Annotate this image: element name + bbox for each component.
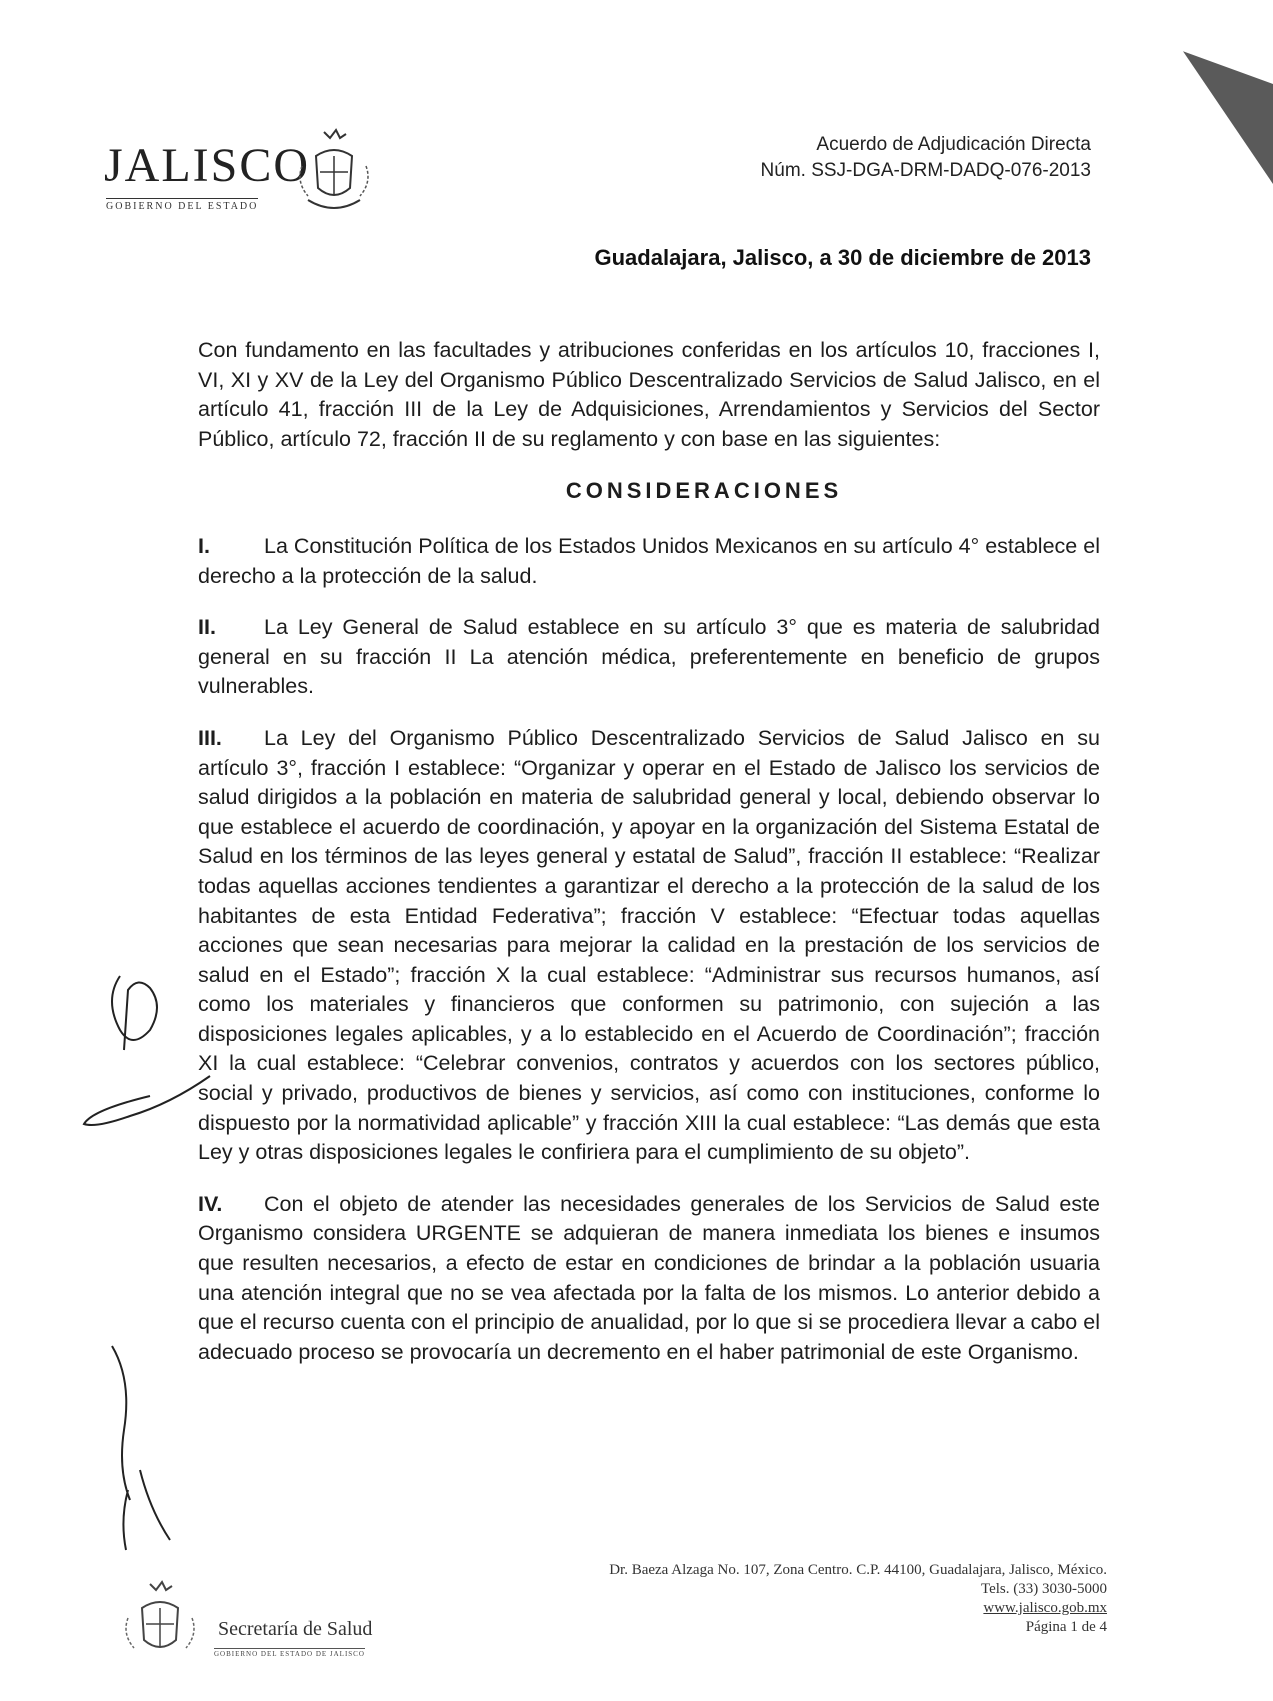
consideration-item [198, 1190, 1100, 1368]
footer-address: Dr. Baeza Alzaga No. 107, Zona Centro. C.P. 44100, Guadalajara, Jalisco, México. [609, 1562, 1107, 1578]
page-number: Página 1 de 4 [1025, 1619, 1107, 1635]
consideration-item [198, 613, 1100, 702]
item-text: La Ley General de Salud establece en su artículo 3° que es materia de salubridad general en su fracción II La atención médica, preferentemente en beneficio de grupos vulnerables. [198, 615, 1100, 699]
item-number: IV. [198, 1191, 223, 1216]
item-text: Con el objeto de atender las necesidades generales de los Servicios de Salud este Organismo considera URGENTE se adquieran de manera inmediata los bienes e insumos que resulten necesarios, a efecto de estar en condiciones de brindar a la población usuaria una atención integral que no se vea afectada por la falta de los mismos. Lo anterior debido a que el recurso cuenta con el principio de anualidad, por lo que si se procediera llevar a cabo el adecuado proceso se provocaría un decremento en el haber patrimonial de este Organismo. [198, 1191, 1100, 1364]
item-text: La Constitución Política de los Estados Unidos Mexicanos en su artículo 4° establece el derecho a la protección de la salud. [198, 533, 1100, 588]
document-number: Núm. SSJ-DGA-DRM-DADQ-076-2013 [760, 160, 1091, 181]
document-body [198, 336, 1100, 1389]
scan-corner-mark [1183, 51, 1273, 184]
secretaria-salud-logo [118, 1578, 398, 1668]
footer-website-link[interactable]: www.jalisco.gob.mx [983, 1600, 1107, 1616]
section-heading: CONSIDERACIONES [565, 478, 843, 504]
date-line: Guadalajara, Jalisco, a 30 de diciembre de 2013 [594, 245, 1091, 270]
state-seal-icon [294, 126, 374, 214]
footer-phone: Tels. (33) 3030-5000 [980, 1581, 1107, 1597]
footer-seal-icon [118, 1578, 202, 1668]
footer-org-name: Secretaría de Salud [218, 1618, 373, 1640]
consideration-item [198, 532, 1100, 591]
item-number: II. [198, 615, 216, 640]
document-type: Acuerdo de Adjudicación Directa [816, 134, 1091, 155]
item-number: I. [198, 533, 210, 558]
document-header [761, 132, 1091, 184]
item-text: La Ley del Organismo Público Descentralizado Servicios de Salud Jalisco en su artículo 3°, fracción I establece: “Organizar y operar en el Estado de Jalisco los servicios de salud dirigidos a la población en materia de salubridad general y local, debiendo observar lo que establece el acuerdo de coordinación, y apoyar en la organización del Sistema Estatal de Salud en los términos de las leyes general y estatal de Salud”, fracción II establece: “Realizar todas aquellas acciones tendientes a garantizar el derecho a la protección de la salud de los habitantes de esta Entidad Federativa”; fracción V establece: “Efectuar todas aquellas acciones que sean necesarias para mejorar la calidad en la prestación de los servicios de salud en el Estado”; fracción X la cual establece: “Administrar sus recursos humanos, así como los materiales y financieros que conformen su patrimonio, con sujeción a las disposiciones legales aplicables, y a lo establecido en el Acuerdo de Coordinación”; fracción XI la cual establece: “Celebrar convenios, contratos y acuerdos con los sectores público, social y privado, productivos de bienes y servicios, así como con instituciones, conforme lo dispuesto por la normatividad aplicable” y fracción XIII la cual establece: “Las demás que esta Ley y otras disposiciones legales le confiriera para el cumplimiento de su objeto”. [198, 725, 1100, 1165]
item-number: III. [198, 725, 222, 750]
logo-wordmark: JALISCO [104, 139, 311, 192]
jalisco-logo [104, 124, 374, 214]
logo-subtitle: GOBIERNO DEL ESTADO [106, 198, 258, 212]
intro-paragraph: Con fundamento en las facultades y atribuciones conferidas en los artículos 10, fracciones I, VI, XI y XV de la Ley del Organismo Público Descentralizado Servicios de Salud Jalisco, en el artículo 41, fracción III de la Ley de Adquisiciones, Arrendamientos y Servicios del Sector Público, artículo 72, fracción II de su reglamento y con base en las siguientes: [198, 338, 1100, 451]
consideration-item [198, 724, 1100, 1168]
footer-org-subtitle: GOBIERNO DEL ESTADO DE JALISCO [214, 1650, 365, 1658]
footer-address-block [609, 1561, 1107, 1637]
